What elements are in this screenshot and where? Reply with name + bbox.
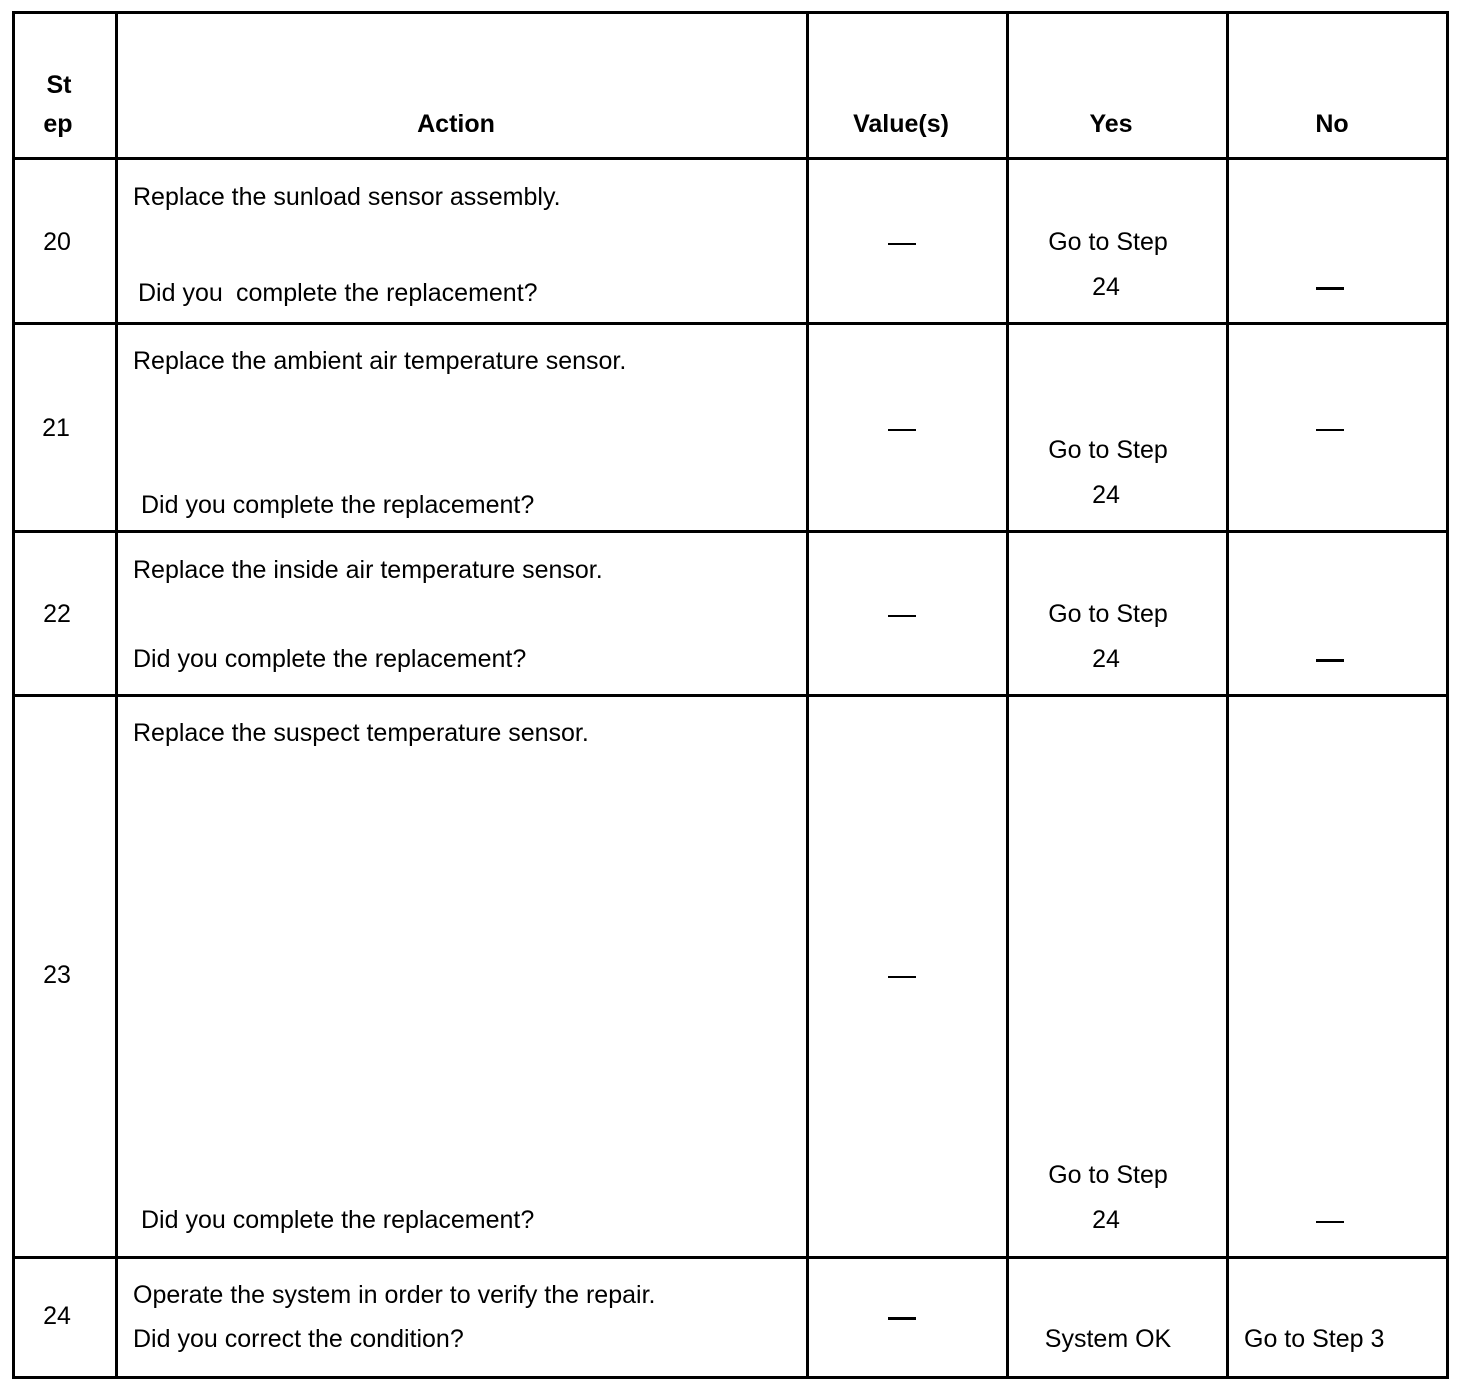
grid-line [12, 322, 1449, 325]
action-text: Replace the sunload sensor assembly. [133, 183, 561, 211]
step-number: 24 [43, 1302, 71, 1330]
value-dash [888, 429, 916, 431]
header-no: No [1315, 110, 1349, 138]
action-question: Did you complete the replacement? [141, 491, 535, 519]
step-number: 20 [43, 228, 71, 256]
action-question: complete the replacement? [236, 279, 538, 307]
action-text: Replace the inside air temperature sensor. [133, 556, 603, 584]
action-text: Replace the suspect temperature sensor. [133, 719, 589, 747]
grid-line [12, 157, 1449, 160]
value-dash [888, 243, 916, 245]
grid-line [12, 1376, 1449, 1379]
yes-text: 24 [1092, 273, 1120, 301]
action-question: Did you [138, 279, 223, 307]
value-dash [888, 615, 916, 617]
no-dash [1316, 287, 1344, 290]
yes-text: Go to Step [1048, 228, 1168, 256]
yes-text: Go to Step [1048, 600, 1168, 628]
header-action: Action [417, 110, 495, 138]
action-question: Did you correct the condition? [133, 1325, 464, 1353]
step-number: 23 [43, 961, 71, 989]
header-values: Value(s) [853, 110, 949, 138]
yes-text: Go to Step [1048, 436, 1168, 464]
grid-line [12, 11, 1449, 14]
header-step-line1: St [46, 71, 72, 99]
no-dash [1316, 1221, 1344, 1223]
header-yes: Yes [1089, 110, 1133, 138]
action-text: Replace the ambient air temperature sensor. [133, 347, 627, 375]
yes-text: 24 [1092, 481, 1120, 509]
header-step-line2: ep [43, 110, 73, 138]
yes-text: 24 [1092, 1206, 1120, 1234]
action-question: Did you complete the replacement? [133, 645, 527, 673]
no-text: Go to Step 3 [1244, 1325, 1385, 1353]
no-dash [1316, 659, 1344, 662]
value-dash [888, 1317, 916, 1320]
no-dash [1316, 429, 1344, 431]
step-number: 22 [43, 600, 71, 628]
value-dash [888, 976, 916, 978]
grid-line [12, 694, 1449, 697]
grid-line [12, 530, 1449, 533]
action-text: Operate the system in order to verify the repair. [133, 1281, 656, 1309]
yes-text: Go to Step [1048, 1161, 1168, 1189]
step-number: 21 [42, 414, 70, 442]
action-question: Did you complete the replacement? [141, 1206, 535, 1234]
grid-line [12, 1256, 1449, 1259]
yes-text: 24 [1092, 645, 1120, 673]
yes-text: System OK [1044, 1325, 1172, 1353]
